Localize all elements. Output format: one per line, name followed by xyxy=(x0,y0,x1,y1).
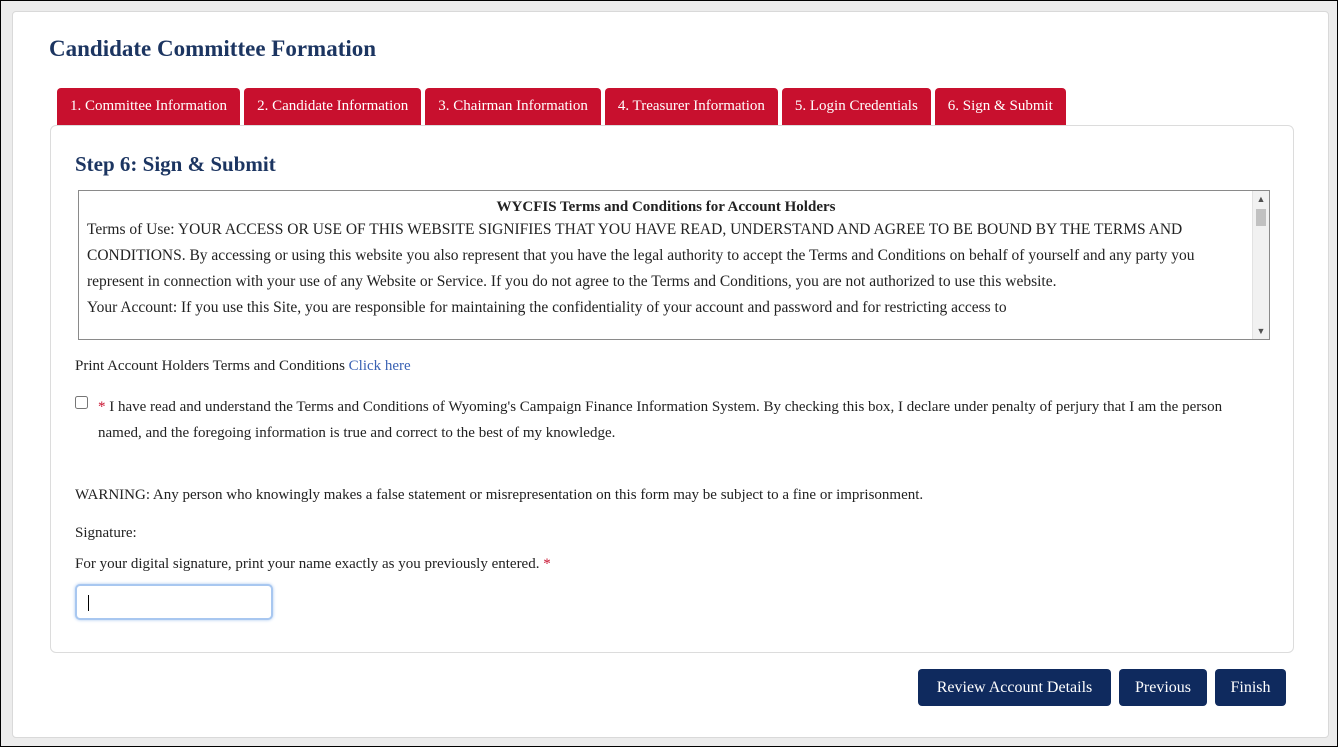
tab-sign-submit[interactable]: 6. Sign & Submit xyxy=(935,88,1066,125)
finish-button[interactable]: Finish xyxy=(1215,669,1286,706)
required-mark: * xyxy=(98,399,106,415)
signature-instruction xyxy=(75,556,551,573)
form-card xyxy=(12,11,1329,738)
agreement-checkbox[interactable] xyxy=(75,396,88,409)
warning-text: WARNING: Any person who knowingly makes a false statement or misrepresentation on this form may be subject to a fine or imprisonment. xyxy=(75,487,924,503)
review-account-details-button[interactable]: Review Account Details xyxy=(918,669,1111,706)
step-panel xyxy=(50,125,1294,653)
signature-input[interactable] xyxy=(75,584,273,620)
triangle-up-icon[interactable]: ▲ xyxy=(1256,194,1266,204)
tab-candidate-information[interactable]: 2. Candidate Information xyxy=(244,88,421,125)
agreement-text: I have read and understand the Terms and Conditions of Wyoming's Campaign Finance Information System. By checking this box, I declare under penalty of perjury that I am the person named, and the foregoing information is true and correct to the best of my knowledge. xyxy=(98,399,1223,441)
required-mark: * xyxy=(543,556,551,572)
tab-treasurer-information[interactable]: 4. Treasurer Information xyxy=(605,88,778,125)
terms-heading: WYCFIS Terms and Conditions for Account Holders xyxy=(496,199,836,215)
print-terms-link[interactable]: Click here xyxy=(348,358,411,374)
print-terms-line xyxy=(75,358,411,375)
terms-content xyxy=(87,197,1245,321)
triangle-down-icon[interactable]: ▼ xyxy=(1256,326,1266,336)
previous-button[interactable]: Previous xyxy=(1119,669,1207,706)
agreement-label xyxy=(98,394,1248,446)
tab-login-credentials[interactable]: 5. Login Credentials xyxy=(782,88,931,125)
scroll-thumb[interactable] xyxy=(1256,209,1266,226)
tab-committee-information[interactable]: 1. Committee Information xyxy=(57,88,240,125)
print-terms-text: Print Account Holders Terms and Conditions xyxy=(75,358,345,374)
step-tabs xyxy=(57,88,1070,125)
page-title: Candidate Committee Formation xyxy=(49,36,377,61)
terms-paragraph: Terms of Use: YOUR ACCESS OR USE OF THIS WEBSITE SIGNIFIES THAT YOU HAVE READ, UNDERSTAND AND AGREE TO BE BOUND BY THE TERMS AND CONDITIONS. By accessing or using this website you also represent that you have the legal authority to accept the Terms and Conditions on behalf of yourself and any party you represent in connection with your use of any Website or Service. If you do not agree to the Terms and Conditions, you are not authorized to use this website. xyxy=(87,221,1195,290)
text-caret xyxy=(88,595,89,611)
terms-scroll-box[interactable] xyxy=(78,190,1270,340)
signature-instruction-text: For your digital signature, print your name exactly as you previously entered. xyxy=(75,556,540,572)
terms-paragraph: Your Account: If you use this Site, you are responsible for maintaining the confidentiality of your account and password and for restricting access to xyxy=(87,299,1007,316)
signature-label: Signature: xyxy=(75,525,137,541)
terms-scrollbar[interactable] xyxy=(1252,191,1269,339)
tab-chairman-information[interactable]: 3. Chairman Information xyxy=(425,88,601,125)
step-title: Step 6: Sign & Submit xyxy=(75,152,276,176)
